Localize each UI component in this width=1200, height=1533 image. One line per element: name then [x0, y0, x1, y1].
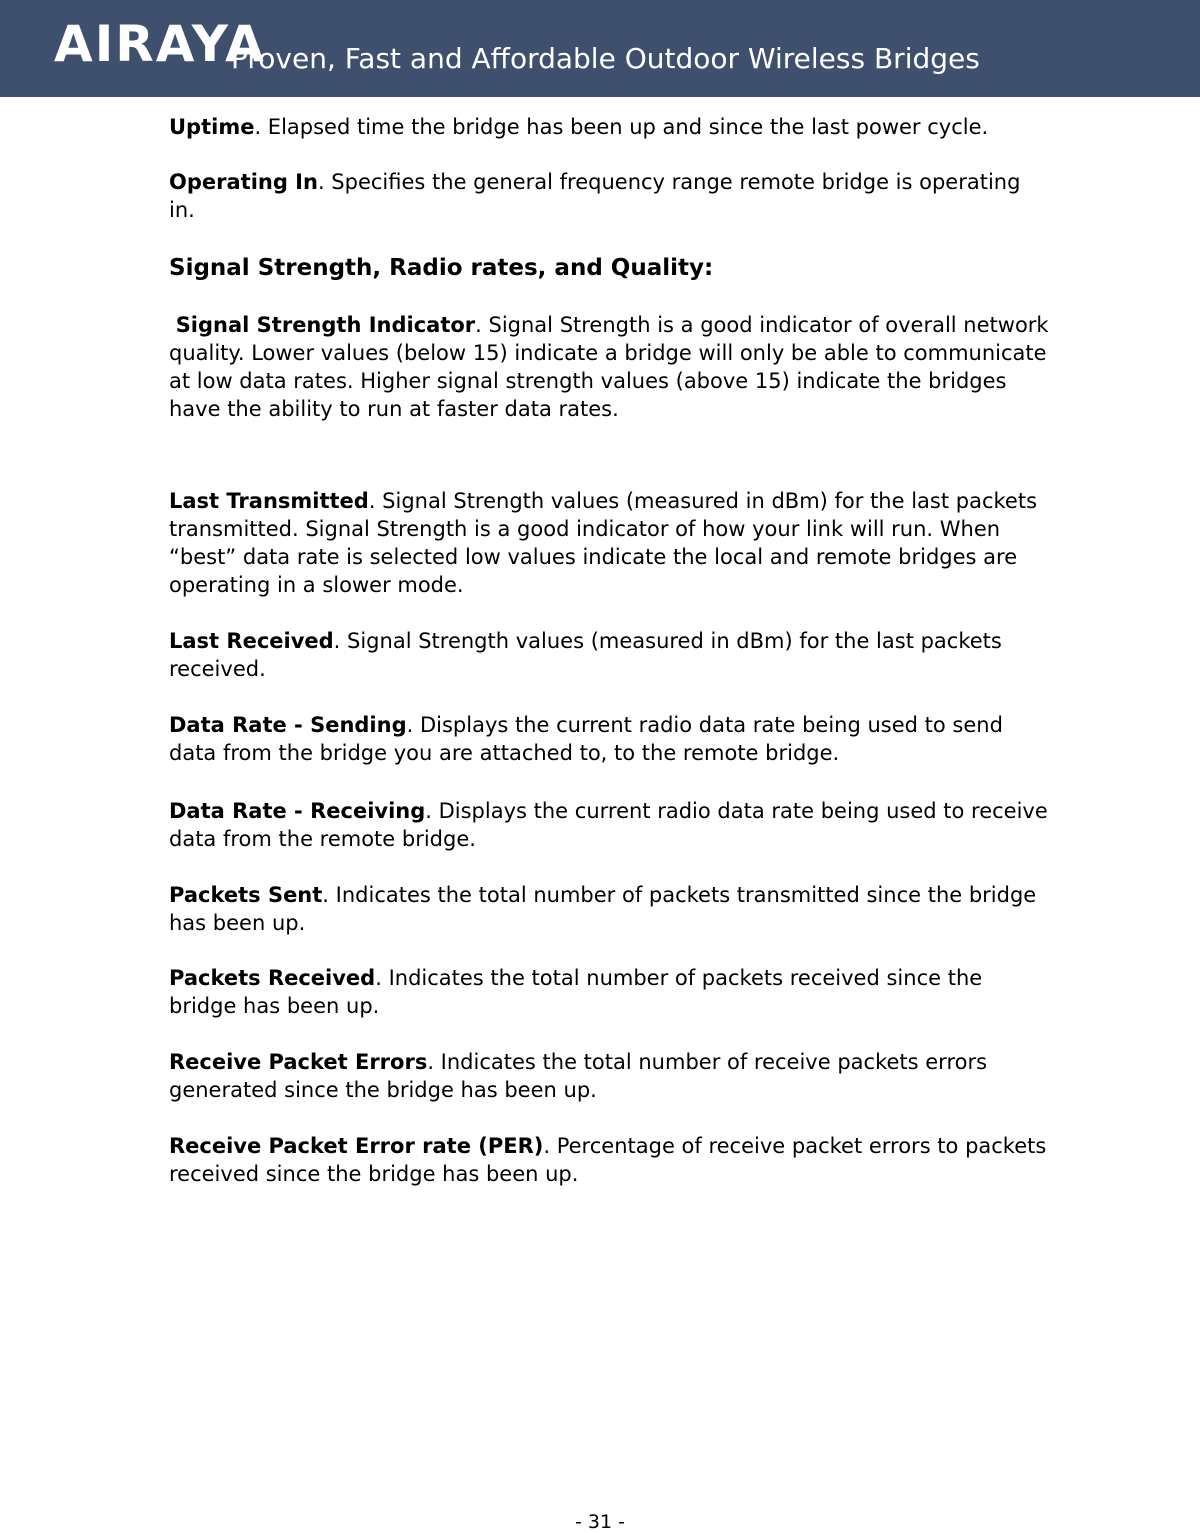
- definition-term: Uptime: [169, 115, 255, 139]
- definition-text: . Elapsed time the bridge has been up and since the last power cycle.: [254, 115, 989, 139]
- definition-last-received: [169, 627, 1049, 683]
- definition-term: Packets Received: [169, 966, 376, 990]
- definition-operating-in: [169, 168, 1049, 224]
- definition-text: . Signal Strength is a good indicator of overall network quality. Lower values (below 15) indicate a bridge will only be able to communicate at low data rates. Higher signal strength values (above 15) indicate the bridges have the ability to run at faster data rates.: [169, 313, 1049, 421]
- definition-text: . Signal Strength values (measured in dBm) for the last packets received.: [169, 629, 1002, 681]
- page-number: - 31 -: [575, 1511, 625, 1533]
- definition-text: . Specifies the general frequency range remote bridge is operating in.: [169, 170, 1021, 222]
- section-heading: Signal Strength, Radio rates, and Quality:: [169, 255, 714, 281]
- definition-text: . Indicates the total number of packets transmitted since the bridge has been up.: [169, 883, 1037, 935]
- definition-term: Receive Packet Errors: [169, 1050, 428, 1074]
- definition-text: . Displays the current radio data rate being used to send data from the bridge you are attached to, to the remote bridge.: [169, 713, 1003, 765]
- definition-packets-sent: [169, 881, 1049, 937]
- definition-term: Data Rate - Receiving: [169, 799, 426, 823]
- definition-uptime: [169, 113, 1049, 141]
- definition-term: Last Transmitted: [169, 489, 369, 513]
- definition-term: Receive Packet Error rate (PER): [169, 1134, 544, 1158]
- definition-data-rate-sending: [169, 711, 1049, 767]
- definition-text: . Indicates the total number of packets received since the bridge has been up.: [169, 966, 983, 1018]
- definition-receive-packet-error-rate: [169, 1132, 1049, 1188]
- definition-term: Signal Strength Indicator: [175, 313, 476, 337]
- definition-text: . Displays the current radio data rate being used to receive data from the remote bridge.: [169, 799, 1048, 851]
- definition-term: Data Rate - Sending: [169, 713, 407, 737]
- definition-last-transmitted: [169, 487, 1049, 599]
- definition-term: Operating In: [169, 170, 318, 194]
- definition-signal-strength-indicator: [169, 311, 1049, 423]
- airaya-logo: AIRAYA: [54, 15, 266, 73]
- page-header: [0, 0, 1200, 97]
- definition-receive-packet-errors: [169, 1048, 1049, 1104]
- document-body: [169, 113, 1049, 1188]
- definition-term: Packets Sent: [169, 883, 323, 907]
- definition-text: . Indicates the total number of receive packets errors generated since the bridge has been up.: [169, 1050, 988, 1102]
- definition-packets-received: [169, 964, 1049, 1020]
- definition-text: . Signal Strength values (measured in dBm) for the last packets transmitted. Signal Strength is a good indicator of how your link will run. When “best” data rate is selected low values indicate the local and remote bridges are operating in a slower mode.: [169, 489, 1038, 597]
- definition-data-rate-receiving: [169, 797, 1049, 853]
- definition-text: . Percentage of receive packet errors to packets received since the bridge has been up.: [169, 1134, 1047, 1186]
- definition-term: Last Received: [169, 629, 334, 653]
- header-tagline: Proven, Fast and Affordable Outdoor Wireless Bridges: [231, 42, 980, 75]
